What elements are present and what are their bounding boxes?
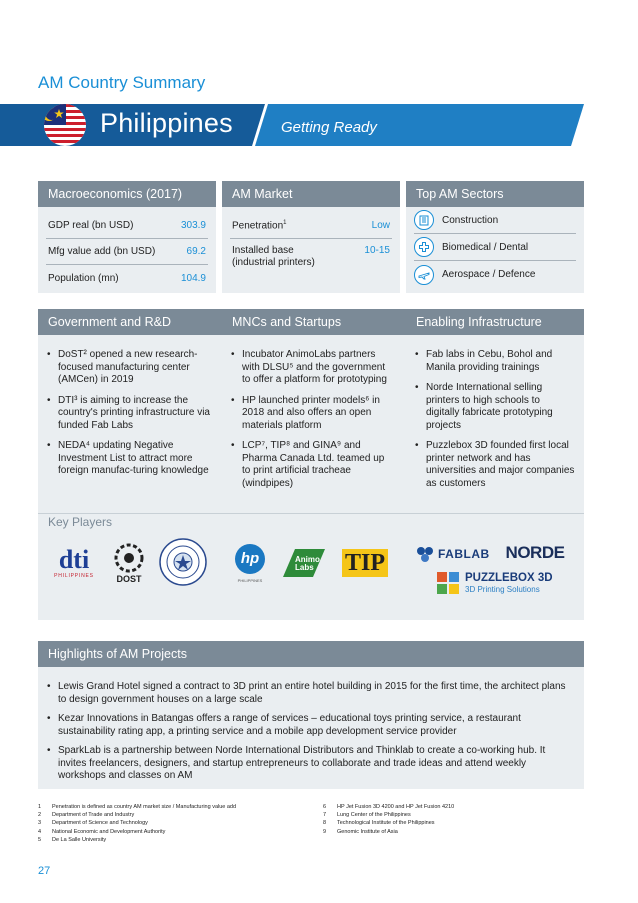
footnotes-left [38, 803, 236, 844]
top-sectors-heading: Top AM Sectors [406, 181, 584, 207]
norde-logo: NORDE [505, 543, 565, 562]
highlights-panel [38, 641, 584, 789]
section-label: AM Country Summary [38, 73, 206, 92]
hp-logo: hp PHILIPPINES [228, 540, 272, 586]
footnote: 4 National Economic and Development Authority [38, 828, 166, 835]
kv-value: 104.9 [180, 272, 206, 284]
list-item: • LCP⁷, TIP⁸ and GINA⁹ and Pharma Canada Ltd. teamed up to print artificial tracheae (windpipes) [230, 440, 394, 490]
footnote: 9 Genomic Institute of Asia [323, 828, 398, 835]
kv-label: Mfg value add (bn USD) [48, 246, 156, 257]
government-list [38, 349, 222, 513]
list-item: • SparkLab is a partnership between Norde International Distributors and Thinklab to create a co-working hub. It invites freelancers, designers, and startup entrepreneurs to collaborate and trade ideas and attend weekly workshops and classes on AM [46, 745, 576, 783]
kv-row-installed-base [230, 239, 392, 269]
puzzlebox-mark-icon [436, 571, 460, 595]
highlights-list [38, 667, 584, 783]
list-item: • HP launched printer models⁶ in 2018 and also offers an open materials platform [230, 395, 394, 433]
neda-seal-logo [158, 537, 208, 587]
list-item: • Incubator AnimoLabs partners with DLSU⁵ and the government to offer a platform for prototyping [230, 349, 394, 387]
footnotes-right [323, 803, 454, 836]
sector-aerospace [414, 261, 576, 288]
airplane-icon [414, 265, 434, 285]
malaysia-flag-icon [36, 103, 94, 147]
kv-label: GDP real (bn USD) [48, 220, 134, 231]
am-market-panel [222, 181, 400, 293]
list-item: • Norde International selling printers to high schools to digitally fabricate prototyping projects [414, 382, 576, 432]
footnote: 1 Penetration is defined as country AM market size / Manufacturing value add [38, 804, 237, 810]
dost-logo: DOST [109, 540, 149, 586]
list-item: • NEDA⁴ updating Negative Investment List to attract more foreign manufac-turing knowledge [46, 440, 210, 478]
footnote: 7 Lung Center of the Philippines [323, 812, 411, 819]
list-item: • DoST² opened a new research-focused manufacturing center (AMCen) in 2019 [46, 349, 210, 387]
list-item: • Kezar Innovations in Batangas offers a range of services – educational toys printing service, a restaurant sustainability rating app, a printing service and a mobile app development service provider [46, 713, 576, 738]
top-sectors-panel [406, 181, 584, 293]
list-item: • Lewis Grand Hotel signed a contract to 3D print an entire hotel building in 2015 for the first time, the architect plans to design government houses on a large scale [46, 681, 576, 706]
highlights-heading: Highlights of AM Projects [38, 641, 584, 667]
fablab-logo: FABLAB [416, 543, 498, 565]
government-heading: Government and R&D [38, 309, 222, 335]
macroeconomics-panel [38, 181, 216, 293]
infrastructure-list [406, 349, 584, 513]
building-icon [414, 210, 434, 230]
mnc-heading: MNCs and Startups [222, 309, 406, 335]
page-number: 27 [38, 865, 51, 877]
sector-construction [414, 207, 576, 234]
kv-label: Installed base (industrial printers) [232, 245, 315, 268]
medical-cross-icon [414, 237, 434, 257]
kv-row-mfg [46, 239, 208, 265]
animolabs-logo: Animo Labs [281, 543, 327, 583]
kv-label: Penetration$^1$ [232, 219, 287, 232]
kv-row-penetration [230, 213, 392, 239]
list-item: • Fab labs in Cebu, Bohol and Manila providing trainings [414, 349, 576, 374]
kv-value: 303.9 [180, 220, 206, 231]
sector-label: Biomedical / Dental [442, 241, 529, 253]
sector-label: Construction [442, 214, 499, 226]
kv-value: Low [371, 220, 390, 231]
fablab-mark-icon [416, 546, 434, 562]
key-players-heading: Key Players [48, 515, 113, 529]
readiness-status: Getting Ready [281, 119, 377, 136]
footnote: 5 De La Salle University [38, 836, 107, 843]
kv-value: 69.2 [186, 246, 206, 257]
kv-label: Population (mn) [48, 272, 119, 284]
list-item: • DTI³ is aiming to increase the country's printing infrastructure via funded Fab Labs [46, 395, 210, 433]
footnote: 2 Department of Trade and Industry [38, 812, 135, 819]
puzzlebox-logo: PUZZLEBOX 3D 3D Printing Solutions [436, 568, 570, 598]
sector-label: Aerospace / Defence [442, 269, 536, 280]
kv-row-population [46, 265, 208, 291]
kv-value: 10-15 [364, 245, 390, 256]
footnote: 3 Department of Science and Technology [38, 820, 148, 827]
macroeconomics-heading: Macroeconomics (2017) [38, 181, 216, 207]
am-market-heading: AM Market [222, 181, 400, 207]
footnote: 8 Technological Institute of the Philippines [323, 820, 435, 827]
neda-seal-icon [158, 537, 208, 587]
list-item: • Puzzlebox 3D founded first local printer network and has universities and major companies as customers [414, 440, 576, 490]
sector-biomedical [414, 234, 576, 261]
dost-emblem-icon [112, 542, 146, 574]
infrastructure-heading: Enabling Infrastructure [406, 309, 584, 335]
tip-logo: TIP [339, 544, 391, 582]
country-name: Philippines [100, 108, 233, 138]
dti-logo: dti PHILIPPINES [54, 545, 94, 579]
mnc-list [222, 349, 406, 513]
kv-row-gdp [46, 213, 208, 239]
footnote: 6 HP Jet Fusion 3D 4200 and HP Jet Fusion 4210 [323, 804, 455, 810]
